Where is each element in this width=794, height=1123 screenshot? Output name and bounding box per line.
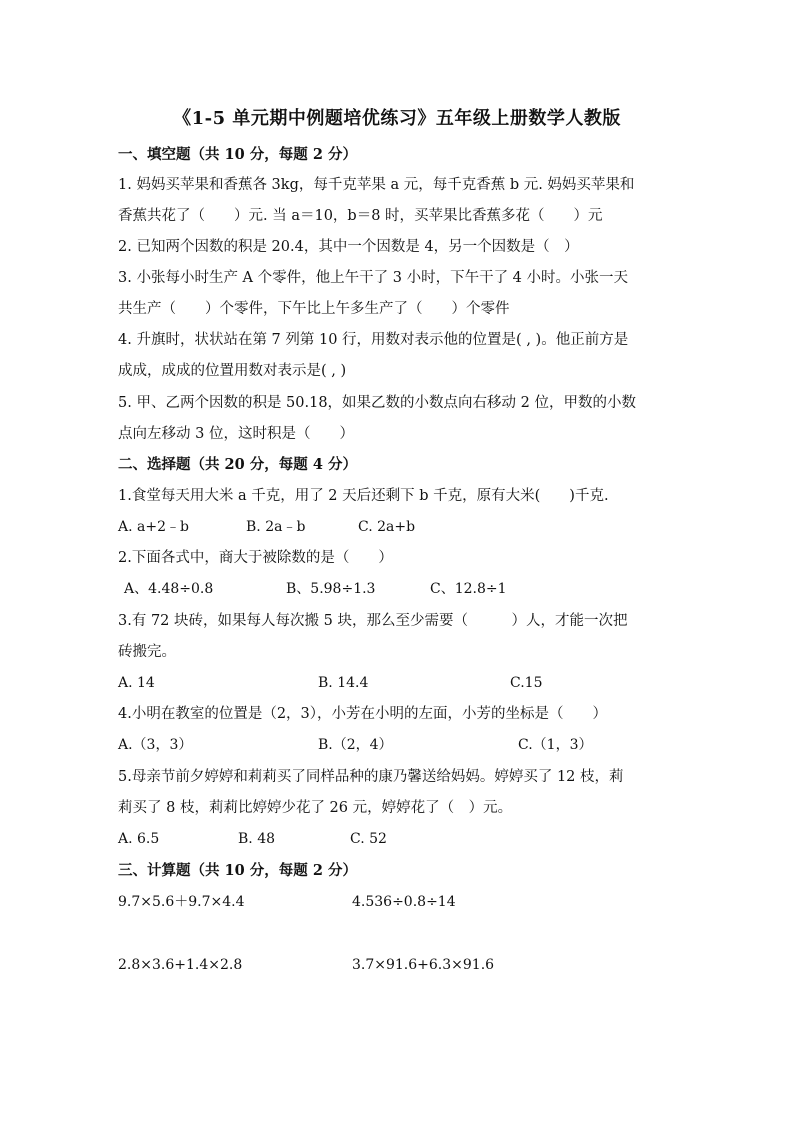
choice-option: C、12.8÷1: [430, 581, 507, 597]
section-heading-choice: 二、选择题（共 20 分，每题 4 分）: [118, 456, 357, 473]
calculation-expression: 3.7×91.6+6.3×91.6: [352, 957, 495, 973]
question-text: 5. 甲、乙两个因数的积是 50.18，如果乙数的小数点向右移动 2 位，甲数的小数: [118, 395, 637, 411]
question-text: 成成，成成的位置用数对表示是( , ): [118, 363, 347, 379]
document-title: 《1-5 单元期中例题培优练习》五年级上册数学人教版: [173, 108, 621, 129]
section-heading-fill-in: 一、填空题（共 10 分，每题 2 分）: [118, 146, 357, 163]
choice-option: A. a+2﹣b: [118, 519, 189, 535]
choice-option: C.15: [510, 675, 543, 691]
choice-option: A. 6.5: [118, 831, 160, 847]
question-text: 点向左移动 3 位，这时积是（ ）: [118, 426, 354, 442]
question-text: 5.母亲节前夕婷婷和莉莉买了同样品种的康乃馨送给妈妈。婷婷买了 12 枝，莉: [118, 769, 624, 785]
question-text: 砖搬完。: [118, 644, 176, 660]
question-text: 共生产（ ）个零件，下午比上午多生产了（ ）个零件: [118, 301, 510, 317]
section-heading-calculation: 三、计算题（共 10 分，每题 2 分）: [118, 862, 357, 879]
choice-option: C. 52: [350, 831, 387, 847]
question-text: 2. 已知两个因数的积是 20.4，其中一个因数是 4，另一个因数是（ ）: [118, 239, 579, 255]
question-text: 莉买了 8 枝，莉莉比婷婷少花了 26 元，婷婷花了（ ）元。: [118, 800, 513, 816]
choice-option: B. 2a﹣b: [246, 519, 306, 535]
question-text: 4. 升旗时，状状站在第 7 列第 10 行，用数对表示他的位置是( , )。他正前方是: [118, 332, 629, 348]
calculation-expression: 9.7×5.6＋9.7×4.4: [118, 894, 245, 910]
question-text: 1. 妈妈买苹果和香蕉各 3kg，每千克苹果 a 元，每千克香蕉 b 元. 妈妈买苹果和: [118, 177, 635, 193]
choice-option: C. 2a+b: [358, 519, 416, 535]
choice-option: B. 14.4: [318, 675, 369, 691]
choice-option: B.（2，4）: [318, 737, 393, 753]
choice-option: B. 48: [238, 831, 276, 847]
question-text: 香蕉共花了（ ）元. 当 a＝10，b＝8 时，买苹果比香蕉多花（ ）元: [118, 208, 603, 224]
choice-option: C.（1，3）: [518, 737, 593, 753]
question-text: 3. 小张每小时生产 A 个零件，他上午干了 3 小时，下午干了 4 小时。小张一天: [118, 270, 629, 286]
choice-option: A.（3，3）: [118, 737, 193, 753]
question-text: 2.下面各式中，商大于被除数的是（ ）: [118, 550, 393, 566]
calculation-expression: 2.8×3.6+1.4×2.8: [118, 957, 243, 973]
question-text: 4.小明在教室的位置是（2，3），小芳在小明的左面，小芳的坐标是（ ）: [118, 706, 608, 722]
question-text: 1.食堂每天用大米 a 千克，用了 2 天后还剩下 b 千克，原有大米( )千克.: [118, 488, 609, 504]
choice-option: B、5.98÷1.3: [286, 581, 376, 597]
question-text: 3.有 72 块砖，如果每人每次搬 5 块，那么至少需要（ ）人，才能一次把: [118, 613, 628, 629]
choice-option: A. 14: [118, 675, 155, 691]
choice-option: A、4.48÷0.8: [124, 581, 214, 597]
calculation-expression: 4.536÷0.8÷14: [352, 894, 456, 910]
